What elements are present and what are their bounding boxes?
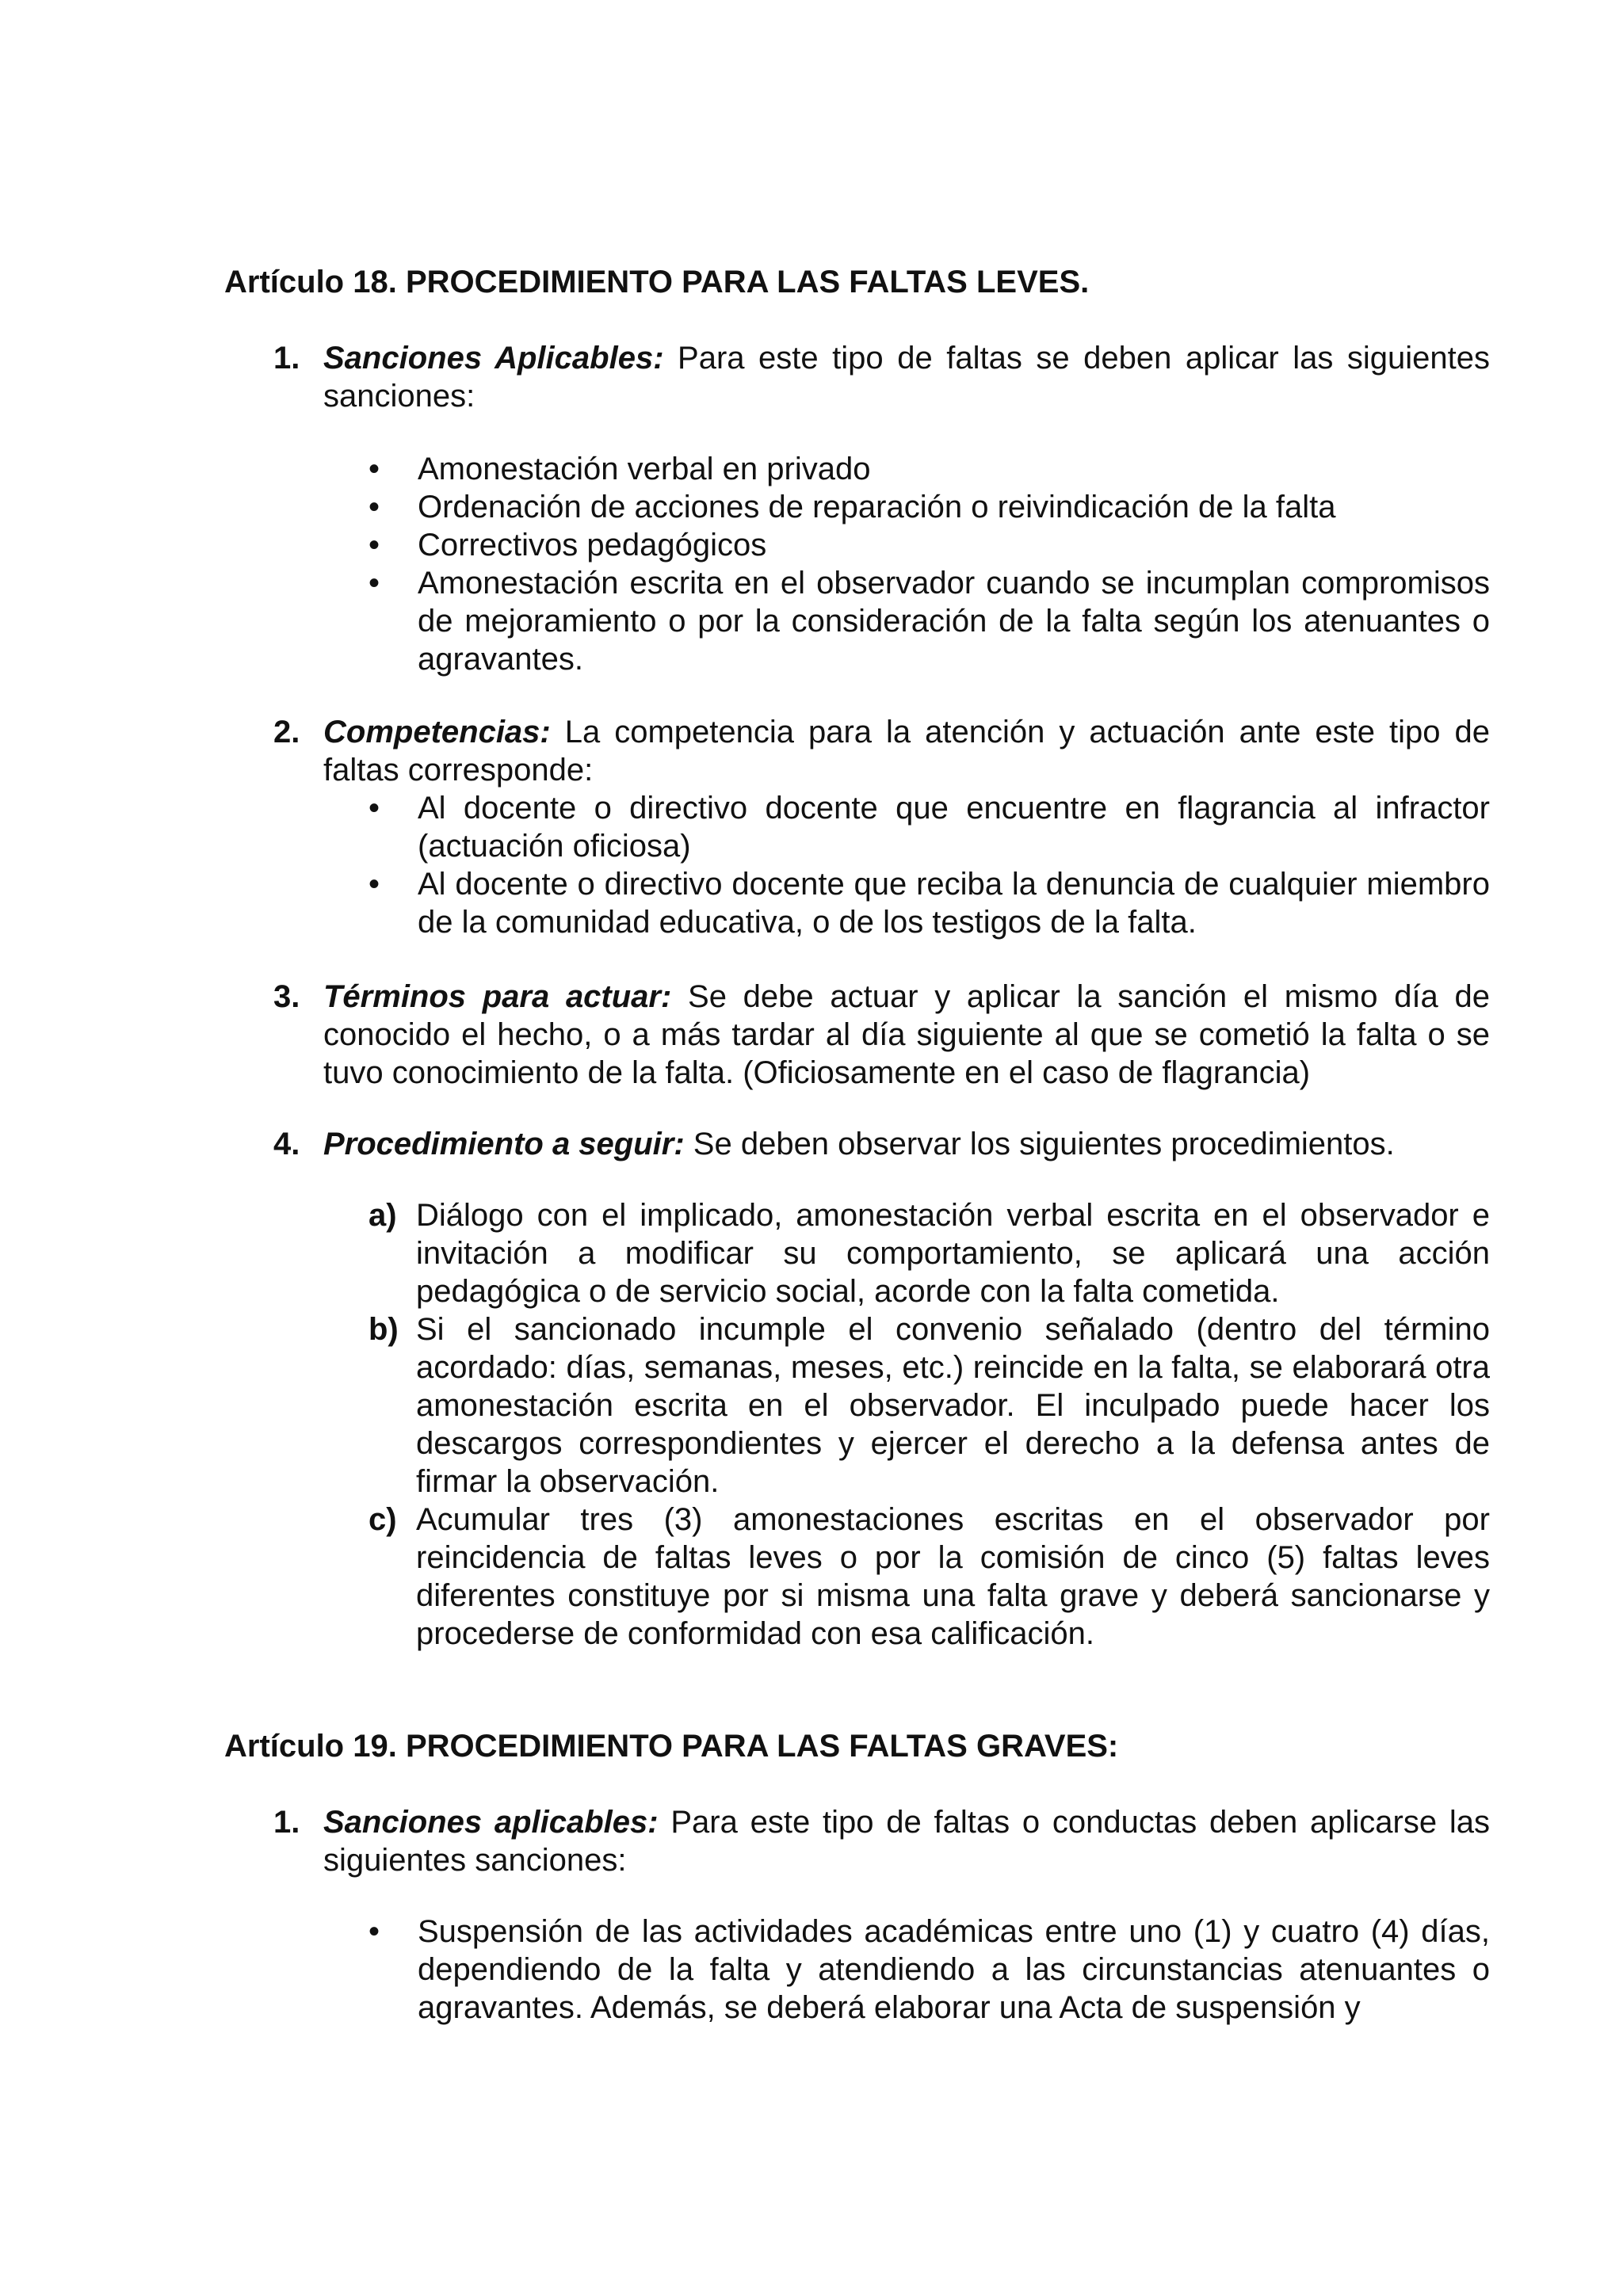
article-19-item-1-text: Para este tipo de faltas o conductas deben aplicarse las siguientes sanciones: <box>323 1805 1490 1878</box>
item-4-text: Se deben observar los siguientes procedimientos. <box>684 1127 1395 1161</box>
article-19-item-1-lead: Sanciones aplicables: <box>323 1805 659 1840</box>
item-3-text: Se debe actuar y aplicar la sanción el mismo día de conocido el hecho, o a más tardar al día siguiente al que se cometió la falta o se tuvo conocimiento de la falta. (Oficiosamente en el caso de flagrancia) <box>323 979 1491 1090</box>
list-item: • Al docente o directivo docente que encuentre en flagrancia al infractor (actuación oficiosa) <box>369 791 1490 864</box>
item-1-text: Para este tipo de faltas se deben aplicar las siguientes sanciones: <box>323 341 1490 414</box>
list-item: • Amonestación escrita en el observador cuando se incumplan compromisos de mejoramiento o por la consideración de la falta según los atenuantes o agravantes. <box>369 566 1490 677</box>
list-item: • Ordenación de acciones de reparación o reivindicación de la falta <box>369 490 1336 524</box>
item-1-bullet-list <box>365 450 1490 678</box>
list-item: • Correctivos pedagógicos <box>369 528 767 563</box>
item-3-number: 3. <box>273 979 300 1014</box>
article-18-heading: Artículo 18. PROCEDIMIENTO PARA LAS FALTAS LEVES. <box>224 265 1090 299</box>
item-2-bullet-list <box>365 789 1490 941</box>
item-4-lead: Procedimiento a seguir: <box>323 1127 685 1161</box>
item-2-number: 2. <box>273 715 300 749</box>
item-3-paragraph <box>323 978 1490 1092</box>
item-2-lead: Competencias: <box>323 715 551 749</box>
bullet-icon: • <box>369 867 380 902</box>
list-item: • Suspensión de las actividades académicas entre uno (1) y cuatro (4) días, dependiendo de la falta y atendiendo a las circunstancias atenuantes o agravantes. Además, se deberá elaborar una Acta de suspensión y <box>369 1914 1490 2025</box>
bullet-icon: • <box>369 1914 380 1949</box>
bullet-icon: • <box>369 528 380 563</box>
bullet-icon: • <box>369 490 380 524</box>
list-item: a) Diálogo con el implicado, amonestación verbal escrita en el observador e invitación a modificar su comportamiento, se aplicará una acción pedagógica o de servicio social, acorde con la falta cometida. <box>369 1198 1490 1309</box>
item-4-number: 4. <box>273 1127 300 1161</box>
item-1-lead: Sanciones Aplicables: <box>323 341 664 376</box>
item-4-step-list <box>365 1196 1490 1653</box>
bullet-icon: • <box>369 566 380 601</box>
bullet-icon: • <box>369 452 380 486</box>
item-4-paragraph <box>323 1125 1490 1163</box>
bullet-icon: • <box>369 791 380 826</box>
list-item: c) Acumular tres (3) amonestaciones escritas en el observador por reincidencia de faltas leves o por la comisión de cinco (5) faltas leves diferentes constituye por si misma una falta grave y deberá sancionarse y procederse de conformidad con esa calificación. <box>369 1502 1490 1651</box>
item-3-lead: Términos para actuar: <box>323 979 672 1014</box>
article-19-item-1-bullet-list <box>365 1913 1490 2027</box>
article-19-item-1-number: 1. <box>273 1805 300 1840</box>
item-2-text: La competencia para la atención y actuación ante este tipo de faltas corresponde: <box>323 715 1490 788</box>
list-item: • Al docente o directivo docente que reciba la denuncia de cualquier miembro de la comunidad educativa, o de los testigos de la falta. <box>369 867 1490 940</box>
step-letter: c) <box>369 1502 397 1537</box>
article-19-item-1-paragraph <box>323 1803 1490 1879</box>
item-1-paragraph <box>323 339 1490 415</box>
item-1-number: 1. <box>273 341 300 376</box>
list-item: • Amonestación verbal en privado <box>369 452 871 486</box>
article-19-heading: Artículo 19. PROCEDIMIENTO PARA LAS FALTAS GRAVES: <box>224 1729 1119 1764</box>
item-2-paragraph <box>323 713 1490 789</box>
list-item: b) Si el sancionado incumple el convenio señalado (dentro del término acordado: días, semanas, meses, etc.) reincide en la falta, se elaborará otra amonestación escrita en el observador. El inculpado puede hacer los descargos correspondientes y ejercer el derecho a la defensa antes de firmar la observación. <box>369 1312 1490 1499</box>
step-letter: a) <box>369 1198 397 1233</box>
step-letter: b) <box>369 1312 399 1347</box>
